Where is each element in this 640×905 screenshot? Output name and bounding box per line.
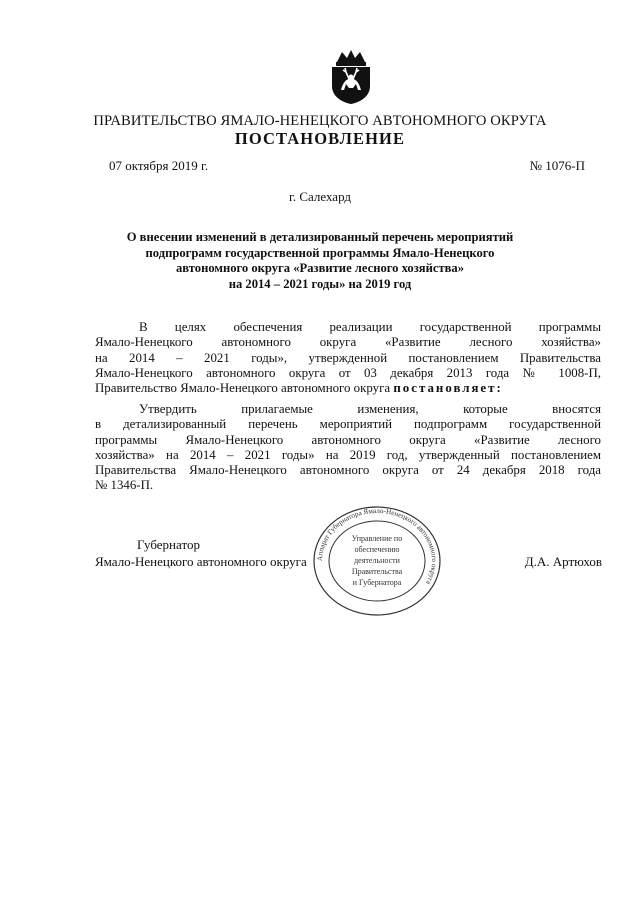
signatory-title: Губернатор: [137, 537, 200, 552]
paragraph-line: Ямало-Ненецкого автономного округа «Развитие лесного хозяйства»: [95, 335, 601, 350]
paragraph-line: на 2014 – 2021 годы», утвержденной постановлением Правительства: [95, 350, 601, 365]
document-type: ПОСТАНОВЛЕНИЕ: [234, 129, 406, 148]
resolution-keyword: постановляет:: [393, 381, 503, 396]
document-title: [95, 230, 545, 292]
document-city: г. Салехард: [288, 189, 352, 204]
paragraph-line-text: Правительство Ямало-Ненецкого автономного округа: [95, 381, 394, 396]
title-line: на 2014 – 2021 годы» на 2019 год: [228, 276, 412, 291]
document-number: № 1076-П: [529, 158, 585, 173]
document-date: 07 октября 2019 г.: [109, 158, 209, 173]
signatory-name: Д.А. Артюхов: [524, 554, 602, 569]
title-line: О внесении изменений в детализированный перечень мероприятий: [126, 230, 514, 244]
coat-of-arms-emblem: [329, 48, 373, 104]
signatory-region: Ямало-Ненецкого автономного округа: [95, 554, 307, 569]
official-stamp: [311, 505, 443, 617]
government-name: ПРАВИТЕЛЬСТВО ЯМАЛО-НЕНЕЦКОГО АВТОНОМНОГО ОКРУГА: [93, 113, 547, 129]
title-line: автономного округа «Развитие лесного хозяйства»: [175, 261, 465, 275]
paragraph-line: [95, 381, 601, 396]
stamp-ring-text: Аппарат Губернатора Ямало-Ненецкого автономного округа: [315, 506, 439, 586]
paragraph-line: в детализированный перечень мероприятий подпрограмм государственной: [95, 417, 601, 432]
stamp-inner-line: деятельности: [354, 556, 400, 565]
stamp-inner-line: и Губернатора: [352, 578, 402, 587]
title-line: подпрограмм государственной программы Ямало-Ненецкого: [145, 245, 495, 260]
paragraph-line: № 1346-П.: [95, 478, 154, 493]
stamp-inner-line: Управление по: [351, 534, 403, 543]
paragraph-line: Ямало-Ненецкого автономного округа от 03 декабря 2013 года № 1008-П,: [95, 365, 601, 380]
paragraph-line: Правительства Ямало-Ненецкого автономного округа от 24 декабря 2018 года: [95, 463, 601, 478]
paragraph-line: В целях обеспечения реализации государственной программы: [139, 320, 601, 334]
stamp-inner-line: обеспечению: [354, 545, 400, 554]
paragraph-line: Утвердить прилагаемые изменения, которые вносятся: [139, 402, 601, 416]
paragraph-preamble: [95, 320, 601, 396]
paragraph-line: хозяйства» на 2014 – 2021 годы» на 2019 год, утвержденный постановлением: [95, 447, 601, 462]
paragraph-line: программы Ямало-Ненецкого автономного округа «Развитие лесного: [95, 432, 601, 447]
paragraph-resolution: [95, 402, 601, 494]
stamp-inner-line: Правительства: [351, 567, 403, 576]
